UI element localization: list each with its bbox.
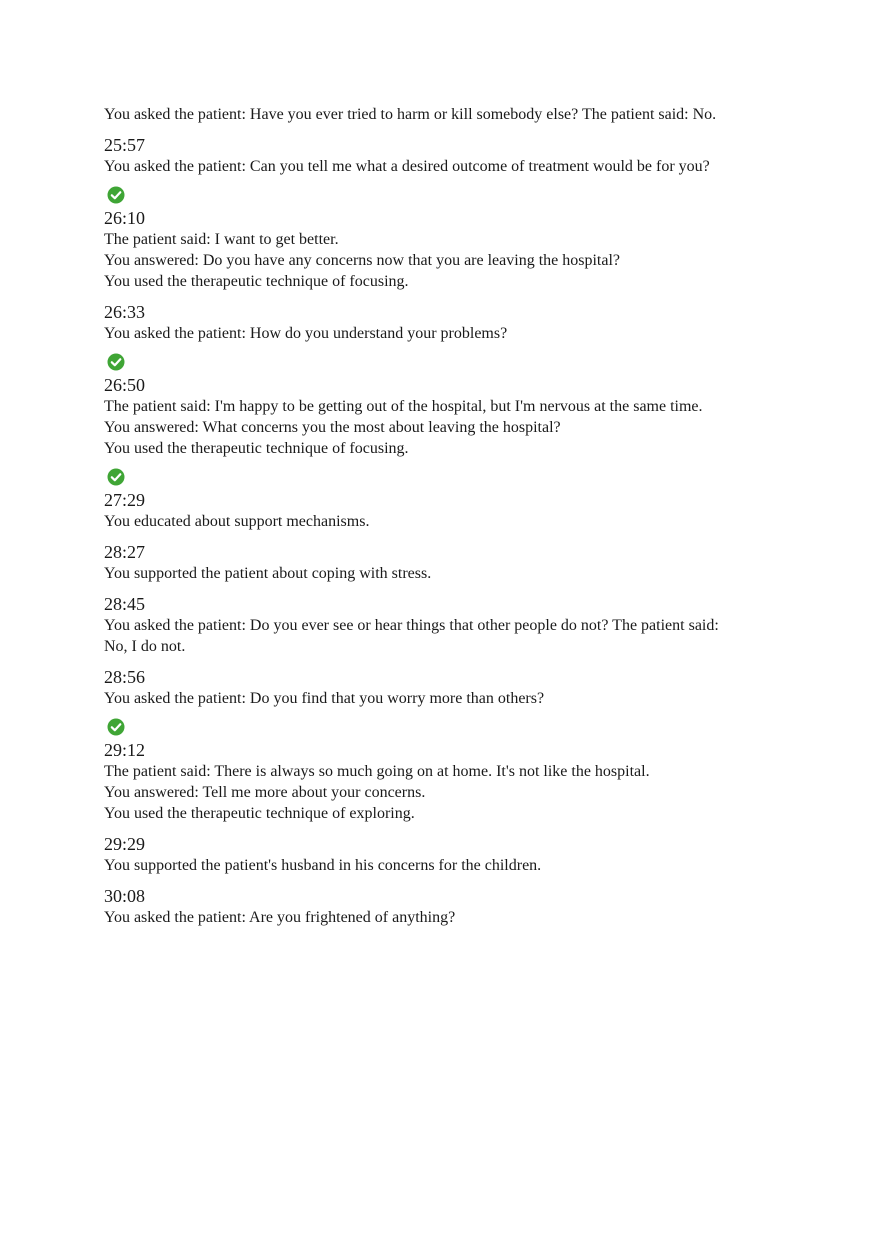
entry-text: You educated about support mechanisms. <box>104 513 370 530</box>
entry-text: The patient said: I want to get better. <box>104 231 339 248</box>
entry-timestamp: 28:27 <box>104 542 146 562</box>
entry-text: You answered: Tell me more about your concerns. <box>104 784 426 801</box>
entry-text: You used the therapeutic technique of focusing. <box>104 273 409 290</box>
entry-timestamp: 30:08 <box>104 886 146 906</box>
check-circle-icon <box>107 186 125 204</box>
entry-text: You used the therapeutic technique of focusing. <box>104 440 409 457</box>
transcript-entry <box>104 468 724 532</box>
transcript-entry <box>104 718 724 824</box>
entry-timestamp: 26:33 <box>104 302 146 322</box>
transcript-entry <box>104 666 724 709</box>
transcript-entry <box>104 134 724 177</box>
entry-timestamp: 26:50 <box>104 375 146 395</box>
entry-text: You asked the patient: Do you ever see or hear things that other people do not? The patient said: No, I do not. <box>104 617 719 655</box>
transcript-entry <box>104 301 724 344</box>
transcript-entry <box>104 593 724 657</box>
transcript-entry <box>104 104 724 125</box>
transcript-entry <box>104 833 724 876</box>
check-circle-icon <box>107 353 125 371</box>
entry-text: You asked the patient: How do you understand your problems? <box>104 325 508 342</box>
entry-text: You used the therapeutic technique of exploring. <box>104 805 415 822</box>
check-circle-icon <box>107 718 125 736</box>
entry-text: You supported the patient about coping with stress. <box>104 565 432 582</box>
transcript-page <box>104 104 724 937</box>
transcript-entry <box>104 186 724 292</box>
entry-text: You asked the patient: Have you ever tried to harm or kill somebody else? The patient said: No. <box>104 106 717 123</box>
entry-text: You asked the patient: Do you find that you worry more than others? <box>104 690 545 707</box>
entry-timestamp: 26:10 <box>104 208 146 228</box>
entry-timestamp: 28:45 <box>104 594 146 614</box>
transcript-entry <box>104 353 724 459</box>
entry-text: The patient said: I'm happy to be getting out of the hospital, but I'm nervous at the same time. <box>104 398 703 415</box>
entry-text: You answered: What concerns you the most about leaving the hospital? <box>104 419 561 436</box>
check-circle-icon <box>107 468 125 486</box>
entry-timestamp: 27:29 <box>104 490 146 510</box>
transcript-entry <box>104 885 724 928</box>
entry-text: You asked the patient: Are you frightened of anything? <box>104 909 456 926</box>
entry-text: You answered: Do you have any concerns now that you are leaving the hospital? <box>104 252 621 269</box>
entry-timestamp: 25:57 <box>104 135 146 155</box>
entry-text: You asked the patient: Can you tell me what a desired outcome of treatment would be for you? <box>104 158 710 175</box>
entry-timestamp: 29:29 <box>104 834 146 854</box>
entry-text: The patient said: There is always so much going on at home. It's not like the hospital. <box>104 763 650 780</box>
entry-timestamp: 28:56 <box>104 667 146 687</box>
transcript-entry <box>104 541 724 584</box>
entry-timestamp: 29:12 <box>104 740 146 760</box>
entry-text: You supported the patient's husband in his concerns for the children. <box>104 857 542 874</box>
